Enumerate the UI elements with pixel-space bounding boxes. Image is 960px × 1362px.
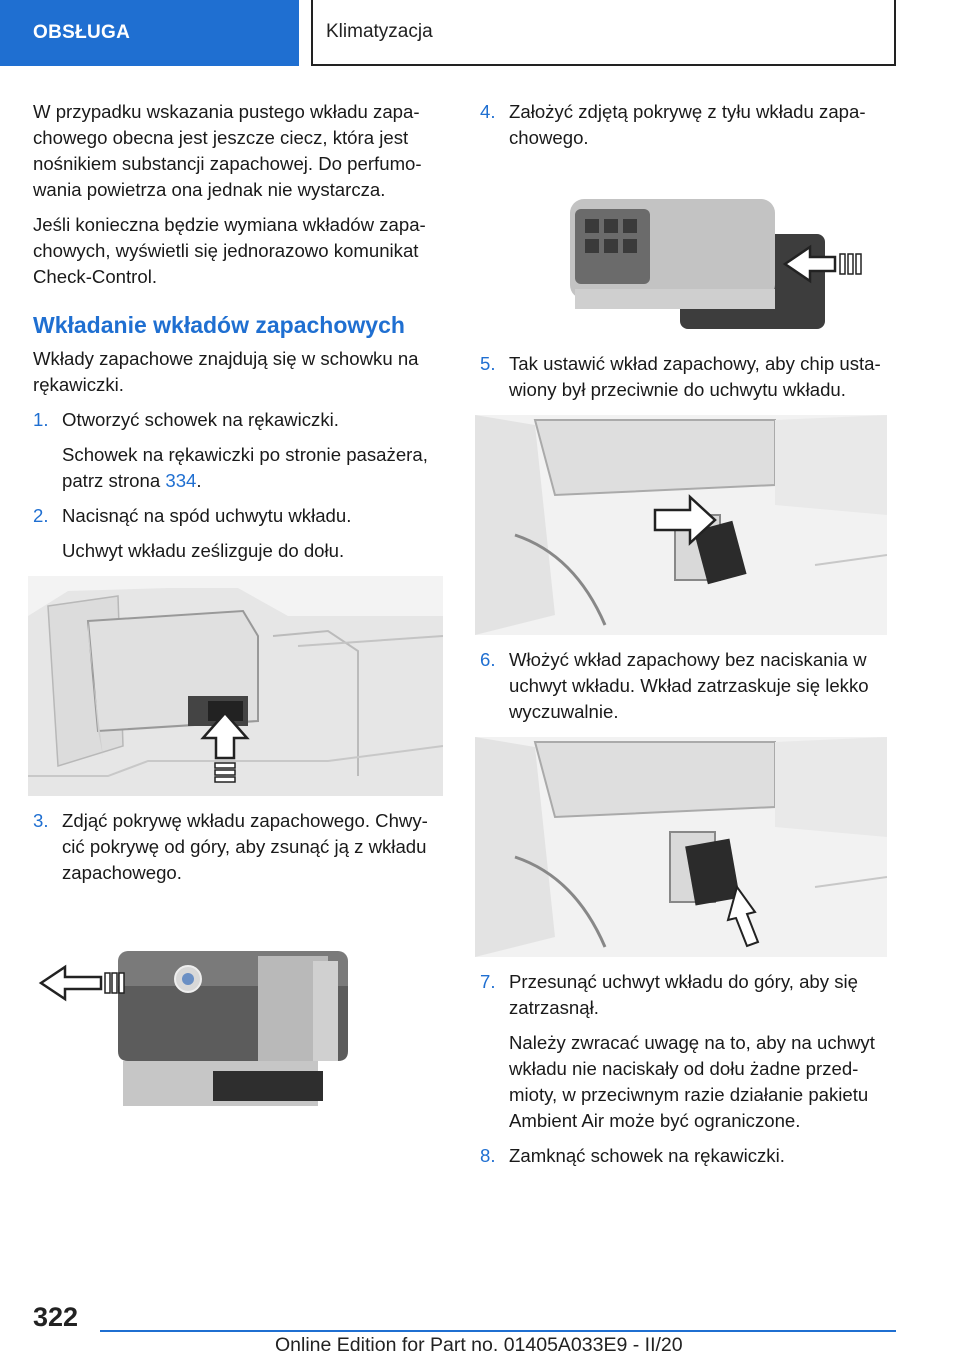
step-text: Zdjąć pokrywę wkładu zapachowego. Chwycić pokrywę od góry, aby zsunąć ją z wkładu zapachowego. <box>62 810 428 883</box>
step-text: Tak ustawić wkład zapachowy, aby chip ustawiony był przeciwnie do uchwytu wkładu. <box>509 353 881 400</box>
step-number: 8. <box>480 1145 496 1166</box>
step-text: Otworzyć schowek na rękawiczki. <box>62 409 339 430</box>
step-number: 5. <box>480 353 496 374</box>
step-7 <box>480 969 892 1021</box>
step-4 <box>480 99 892 151</box>
section-heading: Wkładanie wkładów zapachowych <box>33 312 405 338</box>
left-column <box>33 99 443 1153</box>
section-intro: Wkłady zapachowe znajdują się w schowku na rękawiczki. <box>33 348 419 395</box>
step-text: Nacisnąć na spód uchwytu wkładu. <box>62 505 352 526</box>
insert-cartridge-figure <box>475 737 887 957</box>
step-3 <box>33 808 443 886</box>
step-number: 1. <box>33 409 49 430</box>
step-5 <box>480 351 892 403</box>
step-2-note: Uchwyt wkładu ześlizguje do dołu. <box>62 540 345 561</box>
right-column <box>480 99 892 1178</box>
step-text: Założyć zdjętą pokrywę z tyłu wkładu zapachowego. <box>509 101 866 148</box>
step-2 <box>33 503 443 529</box>
paragraph-check-control: Jeśli konieczna będzie wymiana wkładów zapachowych, wyświetli się jednorazowo komunikat Check-Control. <box>33 214 426 287</box>
step-number: 7. <box>480 971 496 992</box>
page-number: 322 <box>33 1302 79 1332</box>
page-link-334[interactable]: 334 <box>165 470 197 491</box>
footer-divider <box>100 1330 896 1332</box>
lid-back-figure <box>480 179 890 339</box>
step-8 <box>480 1143 892 1169</box>
step-1-note <box>33 442 443 494</box>
step-1 <box>33 407 443 433</box>
step-text: Przesunąć uchwyt wkładu do góry, aby się zatrzasnął. <box>509 971 858 1018</box>
step-6 <box>480 647 892 725</box>
footer-edition: Online Edition for Part no. 01405A033E9 - II/20 <box>275 1334 683 1356</box>
step-number: 4. <box>480 101 496 122</box>
cartridge-lid-figure <box>33 931 443 1141</box>
step-text: Włożyć wkład zapachowy bez naciskania w uchwyt wkładu. Wkład zatrzaskuje się lekko wyczuwalnie. <box>509 649 869 722</box>
step-number: 2. <box>33 505 49 526</box>
step-7-note: Należy zwracać uwagę na to, aby na uchwyt wkładu nie naciskały od dołu żadne przedmioty, w przeciwnym razie działanie pakietu Ambient Air może być ograniczone. <box>509 1032 875 1131</box>
step-number: 6. <box>480 649 496 670</box>
step-note-text: Schowek na rękawiczki po stronie pasażera, patrz strona <box>62 444 428 491</box>
chapter-title-text: Klimatyzacja <box>326 21 433 42</box>
glovebox-holder-figure <box>28 576 443 796</box>
section-tab: OBSŁUGA <box>0 0 299 66</box>
step-number: 3. <box>33 810 49 831</box>
paragraph-empty-cartridge: W przypadku wskazania pustego wkładu zapachowego obecna jest jeszcze ciecz, która jest nośnikiem substancji zapachowej. Do perfumowania powietrza ona jednak nie wystarcza. <box>33 101 422 200</box>
chapter-title <box>311 0 896 66</box>
chip-alignment-figure <box>475 415 887 635</box>
step-note-end: . <box>196 470 202 491</box>
step-text: Zamknąć schowek na rękawiczki. <box>509 1145 785 1166</box>
